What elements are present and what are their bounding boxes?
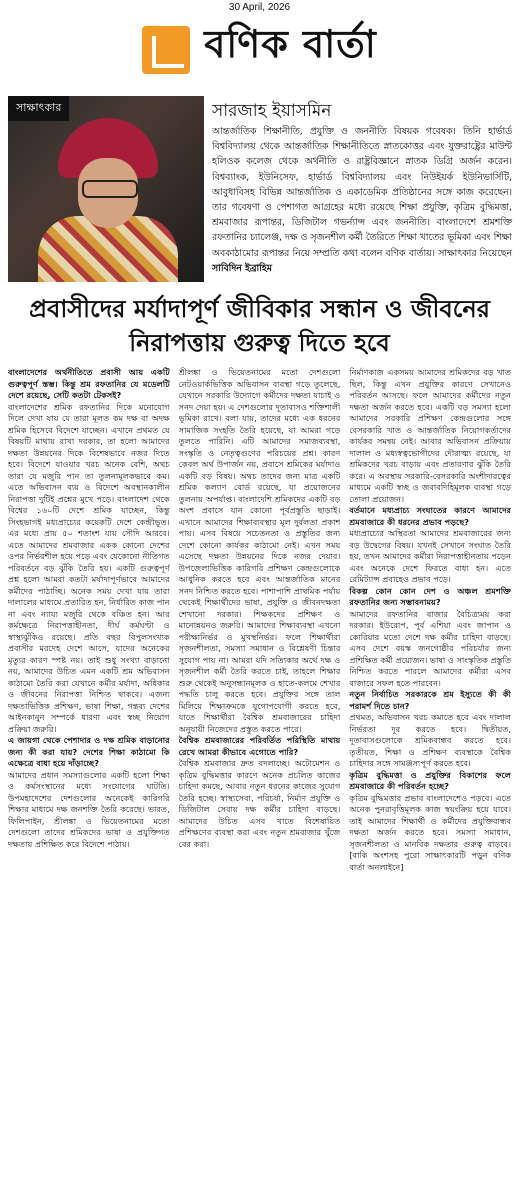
interview-question: কৃত্রিম বুদ্ধিমত্তা ও প্রযুক্তির বিকাশের ফলে শ্রমবাজারে কী পরিবর্তন হচ্ছে? (349, 769, 512, 791)
interview-answer: নির্মাণকাজ একসময় আমাদের শ্রমিকদের বড় খাত ছিল, কিন্তু এখন প্রযুক্তির কারণে সেখানেও পরিবর্তন আসছে। ফলে আমাদের কর্মীদের নতুন দক্ষতা অর্জন করতে হবে। একটি বড় সমস্যা হলো আমাদের সরকারি প্রশিক্ষণ কেন্দ্রগুলোর সঙ্গে বেসরকারি খাত ও আন্তর্জাতিক নিয়োগকর্তাদের কার্যকর সমন্বয় নেই। আবার অভিবাসন প্রক্রিয়ায় দালাল ও মধ্যস্বত্বভোগীদের দৌরাত্ম্য রয়েছে, যা শ্রমিকদের খরচ বাড়ায় এবং প্রতারণার ঝুঁকি তৈরি করে। এ অবস্থায় সরকারি-বেসরকারি অংশীদারত্বের মাধ্যমে একটি স্বচ্ছ ও জবাবদিহিমূলক ব্যবস্থা গড়ে তোলা প্রয়োজন। (349, 367, 512, 504)
interview-hero (8, 96, 513, 282)
interviewee-bio (212, 124, 512, 276)
interview-answer: প্রথমত, অভিবাসন খরচ কমাতে হবে এবং দালাল নির্ভরতা দূর করতে হবে। দ্বিতীয়ত, দূতাবাসগুলোকে শ্রমিকবান্ধব করতে হবে। তৃতীয়ত, শিক্ষা ও প্রশিক্ষণ ব্যবস্থাকে বৈশ্বিক চাহিদার সঙ্গে সামঞ্জস্যপূর্ণ করতে হবে। (349, 712, 512, 768)
article-column-2 (179, 367, 341, 1197)
interviewee-name: সারজাহ ইয়াসমিন (212, 101, 332, 121)
interview-question: বর্তমানে মধ্যপ্রাচ্য সংঘাতের কারণে আমাদের শ্রমবাজারে কী ধরনের প্রভাব পড়ছে? (349, 505, 512, 527)
masthead (0, 14, 519, 80)
interview-answer: বৈশ্বিক শ্রমবাজার দ্রুত বদলাচ্ছে। অটোমেশন ও কৃত্রিম বুদ্ধিমত্তার কারণে অনেক প্রচলিত কাজের চাহিদা কমছে, আবার নতুন ধরনের কাজের সুযোগ তৈরি হচ্ছে। স্বাস্থ্যসেবা, পরিচর্যা, নির্মাণ প্রযুক্তি ও ডিজিটাল সেবায় দক্ষ কর্মীর চাহিদা বাড়ছে। আমাদের উচিত এসব খাতে বিশেষায়িত প্রশিক্ষণের ব্যবস্থা করা এবং নতুন শ্রমবাজার খুঁজে বের করা। (178, 758, 341, 849)
logo-icon (142, 20, 196, 74)
article-headline: প্রবাসীদের মর্যাদাপূর্ণ জীবিকার সন্ধান ও জীবনের নিরাপত্তায় গুরুত্ব দিতে হবে (29, 295, 490, 357)
interview-question: বৈশ্বিক শ্রমবাজারের পরিবর্তিত পরিস্থিতি মাথায় রেখে আমরা কীভাবে এগোতে পারি? (178, 735, 341, 757)
article-column-3 (349, 367, 511, 1197)
article-body (8, 367, 511, 1197)
article-column-1 (8, 367, 170, 1197)
bio-text: আন্তর্জাতিক শিক্ষানীতি, প্রযুক্তি ও জননীতি বিষয়ক গবেষক। তিনি হার্ভার্ড বিশ্ববিদ্যালয় থেকে আন্তর্জাতিক শিক্ষানীতিতে স্নাতকোত্তর এবং যুক্তরাষ্ট্রের মাউন্ট হলিওক কলেজ থেকে অর্থনীতি ও রাষ্ট্রবিজ্ঞানে স্নাতক ডিগ্রি অর্জন করেন। বিশ্বব্যাংক, ইউনিসেফ, হার্ভার্ড বিশ্ববিদ্যালয় এবং নিউইয়র্ক ইউনিভার্সিটি, আবুধাবিসহ বিভিন্ন আন্তর্জাতিক ও একাডেমিক প্রতিষ্ঠানের সঙ্গে কাজ করেছেন। তার গবেষণা ও পেশাগত আগ্রহের মধ্যে রয়েছে শিক্ষা প্রযুক্তি, কৃত্রিম বুদ্ধিমত্তা, শ্রমবাজার রূপান্তর, ডিজিটাল গভর্ন্যান্স এবং জননীতি। বাংলাদেশে শ্রমশক্তি রফতানির চ্যালেঞ্জ, দক্ষ ও সৃজনশীল কর্মী তৈরিতে শিক্ষা খাতের ভূমিকা এবং শিক্ষা অবকাঠামোর রূপান্তর নিয়ে সম্প্রতি কথা বলেন বণিক বার্তায়। (212, 126, 512, 259)
brand-name: বণিক বার্তা (204, 22, 377, 66)
interview-answer: আমাদের রফতানির বাজার বৈচিত্র্যময় করা দরকার। ইউরোপ, পূর্ব এশিয়া এবং জাপান ও কোরিয়ার মতো দেশে দক্ষ কর্মীর চাহিদা বাড়ছে। এসব দেশে বয়স্ক জনগোষ্ঠীর পরিচর্যার জন্য প্রশিক্ষিত কর্মী প্রয়োজন। ভাষা ও সাংস্কৃতিক প্রস্তুতি নিশ্চিত করতে পারলে আমাদের কর্মীরা এসব বাজারে সফল হতে পারবেন। (349, 608, 512, 688)
interview-question: বিকল্প কোন কোন দেশ ও অঞ্চল শ্রমশক্তি রফতানির জন্য সম্ভাবনাময়? (349, 585, 512, 607)
interview-answer: কৃত্রিম বুদ্ধিমত্তার প্রভাব বাংলাদেশেও পড়বে। এতে অনেক পুনরাবৃত্তিমূলক কাজ স্বয়ংক্রিয় হয়ে যাবে। তাই আমাদের শিক্ষার্থী ও কর্মীদের প্রযুক্তিবান্ধব দক্ষতা অর্জন করতে হবে। সমস্যা সমাধান, সৃজনশীলতা ও মানবিক দক্ষতার গুরুত্ব বাড়বে। [বাকি অংশসহ পুরো সাক্ষাৎকারটি পড়ুন বণিক বার্তা অনলাইনে] (349, 792, 512, 872)
interview-question: নতুন নির্বাচিত সরকারকে শ্রম ইস্যুতে কী কী পরামর্শ দিতে চান? (349, 689, 512, 711)
interview-answer: মধ্যপ্রাচ্যের অস্থিরতা আমাদের শ্রমবাজারের জন্য বড় উদ্বেগের বিষয়। যখনই সেখানে সংঘাত তৈরি হয়, তখন আমাদের কর্মীরা নিরাপত্তাহীনতায় পড়েন এবং অনেকে দেশে ফিরতে বাধ্য হন। এতে রেমিট্যান্স প্রবাহেও প্রভাব পড়ে। (349, 528, 512, 584)
issue-date: 30 April, 2026 (228, 2, 291, 13)
credit-name: সাবিদিন ইব্রাহিম (212, 262, 272, 274)
interview-question: বাংলাদেশের অর্থনীতিতে প্রবাসী আয় একটি গুরুত্বপূর্ণ স্তম্ভ। কিন্তু শ্রম রফতানির যে মডেলটি দেশে রয়েছে, সেটি কতটা টেকসই? (8, 367, 170, 400)
interview-answer: শ্রীলঙ্কা ও ভিয়েতনামের মতো দেশগুলো নেটওয়ার্কভিত্তিক অভিবাসন ব্যবস্থা গড়ে তুলেছে, যেখানে সরকারি উদ্যোগে কর্মীদের দক্ষতা যাচাই ও সনদ দেয়া হয়। এ দেশগুলোর দূতাবাসও শক্তিশালী ভূমিকা রাখে। বলা যায়, তাদের মধ্যে এক ধরনের সামাজিক সংহতি তৈরি হয়েছে, যা আমরা গড়ে তুলতে পারিনি। এটি আমাদের সমাজব্যবস্থা, সংস্কৃতি ও নেতৃত্বগুণের পরিচয়ের প্রশ্ন। কারণ কেবল অর্থ উপার্জন নয়, প্রবাসে শ্রমিকের মর্যাদাও একটি বড় বিষয়। অথচ তাদের জন্য মাত্র একটি শ্রমিক কল্যাণ বোর্ড রয়েছে, যা প্রয়োজনের তুলনায় অপর্যাপ্ত। বাংলাদেশি শ্রমিকদের একটি বড় অংশ প্রবাসে যান কোনো পূর্বপ্রস্তুতি ছাড়াই। এখানে আমাদের শিক্ষাব্যবস্থার মূল দুর্বলতা প্রকাশ পায়। এসব বিষয়ে সচেতনতা ও প্রস্তুতির জন্য দেশে কোনো কার্যকর কাঠামো নেই। এখন সময় এসেছে দক্ষতা উন্নয়নের দিকে নজর দেয়ার। উপজেলাভিত্তিক কারিগরি প্রশিক্ষণ কেন্দ্রগুলোকে আধুনিক করতে হবে এবং আন্তর্জাতিক মানের সনদ নিশ্চিত করতে হবে। পাশাপাশি প্রাথমিক পর্যায় থেকেই শিক্ষার্থীদের ভাষা, প্রযুক্তি ও জীবনদক্ষতা শেখানো দরকার। শিক্ষকদের প্রশিক্ষণ ও মানোন্নয়নও জরুরি। আমাদের শিক্ষাব্যবস্থা এখনো পরীক্ষানির্ভর ও মুখস্থনির্ভর। ফলে শিক্ষার্থীরা সৃজনশীলতা, সমস্যা সমাধান ও বিশ্লেষণী চিন্তার সুযোগ পায় না। আমরা যদি সত্যিকার অর্থে দক্ষ ও সৃজনশীল কর্মী তৈরি করতে চাই, তাহলে শিক্ষার শুরু থেকেই অনুসন্ধানমূলক ও হাতে-কলমে শেখার পদ্ধতি চালু করতে হবে। প্রযুক্তির সঙ্গে তাল মিলিয়ে শিক্ষাক্রমকে যুগোপযোগী করতে হবে, যাতে শিক্ষার্থীরা বৈশ্বিক শ্রমবাজারের চাহিদা অনুযায়ী নিজেদের প্রস্তুত করতে পারে। (178, 367, 341, 734)
credit-prefix: সাক্ষাৎকার নিয়েছেন (438, 247, 513, 259)
interview-question: এ জায়গা থেকে পেশাদার ও দক্ষ শ্রমিক বাড়ানোর জন্য কী করা যায়? দেশের শিক্ষা কাঠামো কি এক্ষেত্রে বাধা হয়ে দাঁড়াচ্ছে? (8, 735, 170, 768)
interview-answer: বাংলাদেশের শ্রমিক রফতানির দিকে মনোযোগ দিলে দেখা যায় যে তারা মূলত কম দক্ষ বা অদক্ষ শ্রমিক হিসেবে বিদেশে যাচ্ছেন। এখানে প্রথমত যে বিষয়টি মাথায় রাখা দরকার, তা হলো আমাদের দক্ষতা উন্নয়নের দিকে বিশেষভাবে নজর দিতে হবে। বিদেশে যাওয়ার খরচ অনেক বেশি, অথচ তারা যে মজুরি পান তা তুলনামূলকভাবে কম। এতে অভিবাসন ব্যয় ও বিদেশে অবস্থানকালীন নিরাপত্তা দুটিই প্রশ্নের মুখে পড়ে। বাংলাদেশ থেকে বিশ্বের ১৬০টি দেশে শ্রমিক যাচ্ছেন, কিন্তু সিংহভাগই মধ্যপ্রাচ্যের কয়েকটি দেশে কেন্দ্রীভূত। এর মধ্যে প্রায় ৫০ শতাংশ যায় সৌদি আরবে। এতে আমাদের শ্রমবাজার একক কোনো দেশের ওপর নির্ভরশীল হয়ে পড়ে এবং যেকোনো নীতিগত পরিবর্তনে বড় ঝুঁকি তৈরি হয়। একটি গুরুত্বপূর্ণ প্রশ্ন হলো আমরা কতটা মর্যাদাপূর্ণভাবে আমাদের কর্মীদের পাঠাচ্ছি। অনেক সময় দেখা যায় তারা দালালের মাধ্যমে প্রতারিত হন, নির্ধারিত কাজ পান না এবং ন্যায্য মজুরি থেকে বঞ্চিত হন। আর কর্মক্ষেত্রে নিরাপত্তাহীনতা, দীর্ঘ কর্মঘণ্টা ও স্বাস্থ্যঝুঁকিও রয়েছে। প্রতি বছর বিপুলসংখ্যক প্রবাসীর মরদেহ দেশে আসে, যাদের অনেকের মৃত্যুর কারণ স্পষ্ট নয়। তাই শুধু সংখ্যা বাড়ানো নয়, আমাদের উচিত এমন একটি শ্রম অভিবাসন কাঠামো তৈরি করা যেখানে কর্মীর মর্যাদা, অধিকার ও জীবনের নিরাপত্তা নিশ্চিত থাকবে। এজন্য দক্ষতাভিত্তিক প্রশিক্ষণ, ভাষা শিক্ষা, গন্তব্য দেশের আইনকানুন সম্পর্কে ধারণা এবং স্বচ্ছ নিয়োগ প্রক্রিয়া জরুরি। (8, 401, 170, 734)
section-tag: সাক্ষাৎকার (8, 96, 69, 121)
interviewee-photo (8, 96, 204, 282)
interview-answer: আমাদের প্রধান সমস্যাগুলোর একটি হলো শিক্ষা ও কর্মসংস্থানের মধ্যে সংযোগের ঘাটতি। উপমহাদেশের দেশগুলোর অনেকেই কারিগরি শিক্ষার মাধ্যমে দক্ষ জনশক্তি তৈরি করেছে। ভারত, ফিলিপাইন, শ্রীলঙ্কা ও ভিয়েতনামের মতো দেশগুলো তাদের শ্রমিকদের ভাষা ও প্রযুক্তিগত দক্ষতায় প্রশিক্ষিত করে বিদেশে পাঠায়। (8, 769, 170, 849)
